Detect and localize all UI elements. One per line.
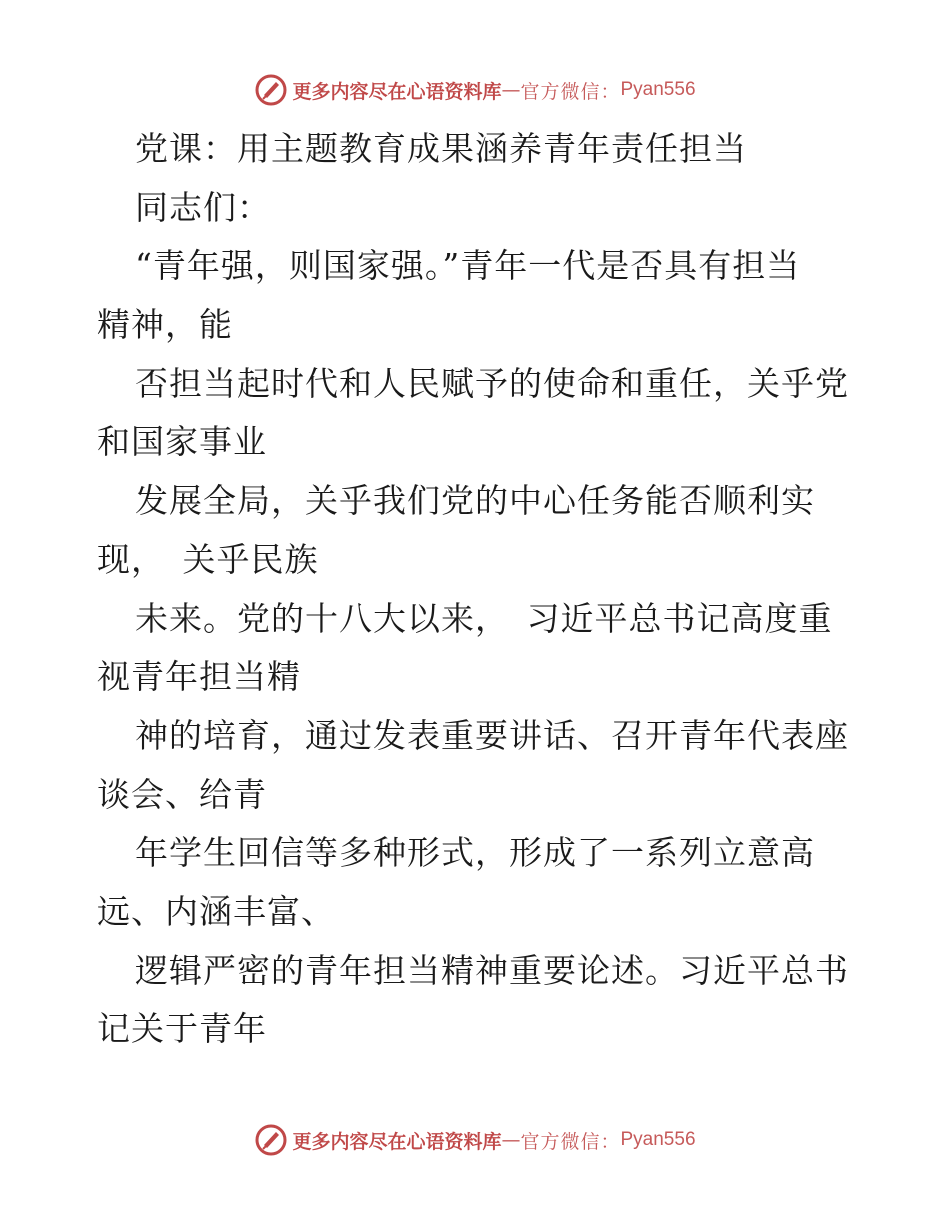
- watermark-sub: 官方微信：: [520, 80, 621, 103]
- watermark-main: 更多内容尽在心语资料库: [292, 80, 502, 103]
- watermark-sub: 官方微信：: [520, 1130, 621, 1153]
- text-line: 未来。党的十八大以来， 习近平总书记高度重: [135, 598, 833, 638]
- text-line: 年学生回信等多种形式，形成了一系列立意高: [135, 833, 815, 873]
- text-line: 谈会、给青: [97, 774, 267, 814]
- text-line: 逻辑严密的青年担当精神重要论述。习近平总书: [135, 950, 849, 990]
- logo-icon: [254, 1123, 288, 1157]
- text-line: 同志们：: [135, 187, 271, 227]
- text-line: 视青年担当精: [97, 657, 301, 697]
- logo-icon: [254, 73, 288, 107]
- text-line: 党课：用主题教育成果涵养青年责任担当: [135, 129, 747, 168]
- watermark-main: 更多内容尽在心语资料库: [292, 1130, 502, 1153]
- text-line: 和国家事业: [97, 422, 267, 462]
- text-line: 精神，能: [97, 305, 233, 345]
- text-line: 否担当起时代和人民赋予的使命和重任，关乎党: [135, 363, 849, 403]
- text-line: “青年强，则国家强。”青年一代是否具有担当: [135, 246, 801, 286]
- text-line: 现， 关乎民族: [97, 539, 319, 579]
- text-line: 神的培育，通过发表重要讲话、召开青年代表座: [135, 715, 849, 755]
- document-body: [97, 120, 857, 1059]
- watermark-dash: —: [501, 1129, 521, 1151]
- watermark-dash: —: [501, 79, 521, 101]
- watermark-id: Pyan556: [620, 79, 696, 100]
- header-watermark: [0, 70, 950, 110]
- footer-watermark: [0, 1120, 950, 1160]
- watermark-id: Pyan556: [620, 1129, 696, 1150]
- text-line: 远、内涵丰富、: [97, 891, 335, 931]
- text-line: 记关于青年: [97, 1009, 267, 1049]
- text-line: 发展全局，关乎我们党的中心任务能否顺利实: [135, 481, 815, 521]
